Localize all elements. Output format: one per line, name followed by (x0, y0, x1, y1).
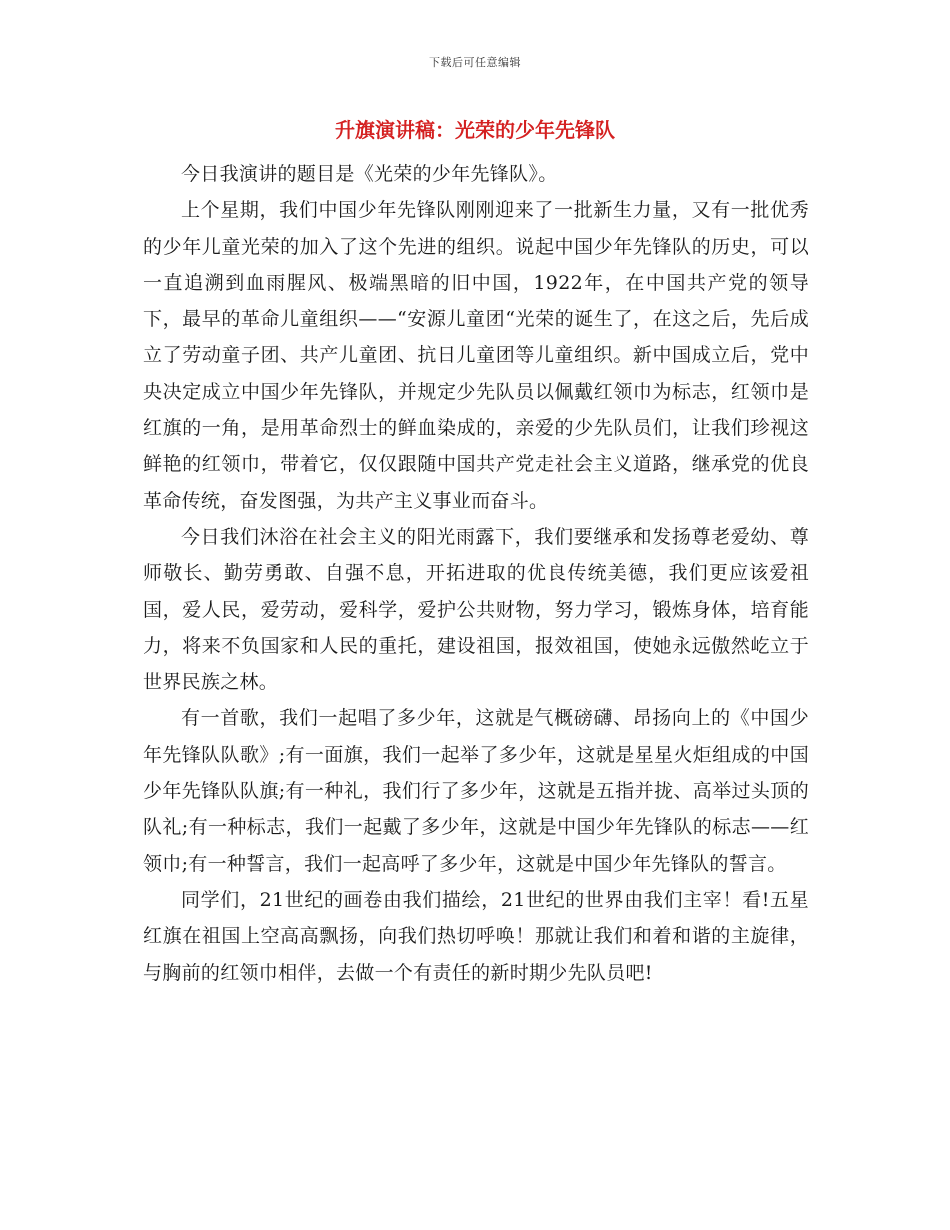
paragraph-symbols: 有一首歌，我们一起唱了多少年，这就是气概磅礴、昂扬向上的《中国少年先锋队队歌》;有一面旗，我们一起举了多少年，这就是星星火炬组成的中国少年先锋队队旗;有一种礼，我们行了多少年，这就是五指并拢、高举过头顶的队礼;有一种标志，我们一起戴了多少年，这就是中国少年先锋队的标志——红领巾;有一种誓言，我们一起高呼了多少年，这就是中国少年先锋队的誓言。 (143, 707, 809, 875)
paragraph-closing: 同学们，21世纪的画卷由我们描绘，21世纪的世界由我们主宰！看!五星红旗在祖国上空高高飘扬，向我们热切呼唤！那就让我们和着和谐的主旋律，与胸前的红领巾相伴，去做一个有责任的新时期少先队员吧! (143, 888, 809, 984)
paragraph-intro: 今日我演讲的题目是《光荣的少年先锋队》。 (181, 163, 558, 185)
paragraph-history: 上个星期，我们中国少年先锋队刚刚迎来了一批新生力量，又有一批优秀的少年儿童光荣的加入了这个先进的组织。说起中国少年先锋队的历史，可以一直追溯到血雨腥风、极端黑暗的旧中国，1922年，在中国共产党的领导下，最早的革命儿童组织——“安源儿童团“光荣的诞生了，在这之后，先后成立了劳动童子团、共产儿童团、抗日儿童团等儿童组织。新中国成立后，党中央决定成立中国少年先锋队，并规定少先队员以佩戴红领巾为标志，红领巾是红旗的一角，是用革命烈士的鲜血染成的，亲爱的少先队员们，让我们珍视这鲜艳的红领巾，带着它，仅仅跟随中国共产党走社会主义道路，继承党的优良革命传统，奋发图强，为共产主义事业而奋斗。 (143, 199, 809, 512)
document-body (143, 156, 809, 991)
paragraph-virtues: 今日我们沐浴在社会主义的阳光雨露下，我们要继承和发扬尊老爱幼、尊师敬长、勤劳勇敢、自强不息，开拓进取的优良传统美德，我们更应该爱祖国，爱人民，爱劳动，爱科学，爱护公共财物，努力学习，锻炼身体，培育能力，将来不负国家和人民的重托，建设祖国，报效祖国，使她永远傲然屹立于世界民族之林。 (143, 525, 809, 694)
header-note: 下载后可任意编辑 (429, 56, 521, 69)
document-title: 升旗演讲稿：光荣的少年先锋队 (335, 118, 615, 142)
